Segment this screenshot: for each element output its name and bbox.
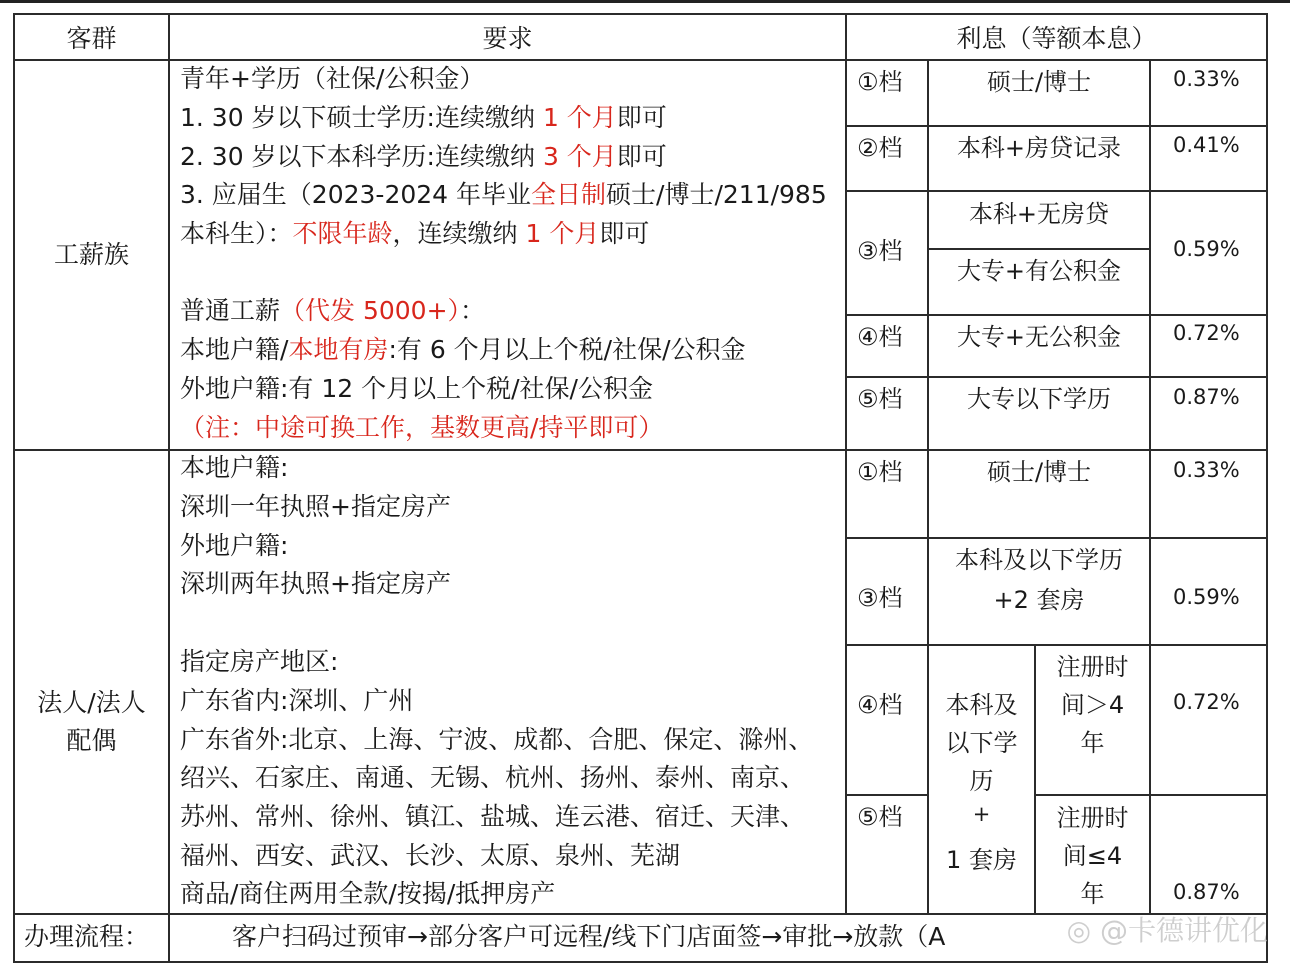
salary-group-label: 工薪族 — [53, 240, 129, 269]
legal-req-line — [180, 488, 451, 526]
header-req-cell — [168, 13, 847, 61]
salary-tier2-rate: 0.41% — [1173, 133, 1240, 157]
salary-tier5-label: ⑤档 — [857, 385, 903, 413]
salary-req-line — [180, 99, 667, 137]
salary-req-highlight-text: （注：中途可换工作，基数更高/持平即可） — [180, 413, 664, 442]
process-label: 办理流程： — [24, 922, 150, 951]
salary-req-highlight-text: 不限年龄 — [292, 219, 393, 248]
salary-req-line — [180, 370, 653, 408]
legal-tier4-reg-1: 注册时 — [1056, 653, 1129, 681]
salary-tier1-label: ①档 — [857, 68, 903, 96]
legal-req-text: 指定房产地区: — [180, 647, 339, 676]
salary-tier4-label: ④档 — [857, 323, 903, 351]
legal-tier4-rate-cell — [1149, 644, 1268, 796]
header-interest-cell — [845, 13, 1268, 61]
legal-merged-cond-5: 1 套房 — [946, 846, 1017, 874]
legal-req-line — [180, 682, 413, 720]
salary-tier4-rate: 0.72% — [1173, 321, 1240, 345]
salary-tier3-cond-b: 大专+有公积金 — [956, 257, 1122, 285]
salary-req-text: 青年+学历（社保/公积金） — [180, 64, 485, 93]
salary-req-text: 普通工薪 — [180, 296, 281, 325]
legal-req-text: 外地户籍: — [180, 531, 289, 560]
legal-req-text: 绍兴、石家庄、南通、无锡、杭州、扬州、泰州、南京、 — [180, 763, 806, 792]
salary-tier2-cond: 本科+房贷记录 — [956, 134, 1122, 162]
salary-tier4-cond: 大专+无公积金 — [956, 323, 1122, 351]
legal-tier5-reg-1: 注册时 — [1056, 804, 1129, 832]
legal-group-label-2: 配偶 — [66, 726, 117, 755]
salary-group-cell — [13, 59, 170, 451]
salary-tier2-label: ②档 — [857, 134, 903, 162]
process-text: 客户扫码过预审→部分客户可远程/线下门店面签→审批→放款（A — [232, 922, 946, 951]
salary-req-text: 2. 30 岁以下本科学历:连续缴纳 — [180, 142, 543, 171]
salary-tier1-cond: 硕士/博士 — [986, 68, 1092, 96]
legal-req-line — [180, 449, 288, 487]
legal-tier4-label: ④档 — [857, 691, 903, 719]
legal-req-text: 本地户籍: — [180, 453, 289, 482]
legal-req-line — [180, 721, 813, 759]
legal-tier5-rate: 0.87% — [1173, 880, 1240, 904]
legal-tier5-reg-3: 年 — [1080, 880, 1105, 908]
legal-req-line — [180, 837, 680, 875]
salary-req-text: 3. 应届生（2023-2024 年毕业 — [180, 180, 532, 209]
salary-tier3-cond-a: 本科+无房贷 — [968, 200, 1110, 228]
header-group-cell — [13, 13, 170, 61]
salary-req-line — [180, 176, 827, 214]
legal-req-line — [180, 565, 451, 603]
salary-req-text: 本地户籍/ — [180, 335, 289, 364]
salary-req-line — [180, 60, 484, 98]
salary-req-line — [180, 138, 667, 176]
legal-group-cell — [13, 449, 170, 915]
legal-req-text: 广东省内:深圳、广州 — [180, 686, 414, 715]
salary-req-text: 硕士/博士/211/985 — [606, 180, 827, 209]
salary-req-line — [180, 292, 485, 330]
legal-req-line — [180, 798, 805, 836]
legal-req-line — [180, 759, 805, 797]
legal-req-text: 深圳一年执照+指定房产 — [180, 492, 451, 521]
legal-tier4-reg-3: 年 — [1080, 729, 1105, 757]
salary-req-highlight-text: （代发 5000+） — [280, 296, 461, 325]
salary-req-text: 1. 30 岁以下硕士学历:连续缴纳 — [180, 103, 543, 132]
header-group-label: 客群 — [66, 24, 117, 53]
legal-tier5-label: ⑤档 — [857, 803, 903, 831]
legal-req-line — [180, 875, 555, 913]
legal-group-label-1: 法人/法人 — [37, 688, 146, 717]
salary-req-highlight-text: 3 个月 — [542, 142, 617, 171]
salary-tier5-rate: 0.87% — [1173, 385, 1240, 409]
legal-tier4-rate: 0.72% — [1173, 690, 1240, 714]
legal-tier1-label: ①档 — [857, 458, 903, 486]
legal-tier1-rate: 0.33% — [1173, 458, 1240, 482]
salary-req-highlight-text: 1 个月 — [542, 103, 617, 132]
legal-tier1-cond: 硕士/博士 — [986, 458, 1092, 486]
salary-req-highlight-text: 本地有房 — [288, 335, 389, 364]
legal-req-text: 苏州、常州、徐州、镇江、盐城、连云港、宿迁、天津、 — [180, 802, 806, 831]
legal-tier3-label: ③档 — [857, 584, 903, 612]
legal-merged-cond-1: 本科及 — [945, 691, 1018, 719]
salary-req-text: 即可 — [616, 103, 667, 132]
legal-req-line — [180, 527, 288, 565]
legal-req-text: 福州、西安、武汉、长沙、太原、泉州、芜湖 — [180, 841, 681, 870]
legal-req-text: 深圳两年执照+指定房产 — [180, 569, 451, 598]
salary-req-text: :有 6 个月以上个税/社保/公积金 — [388, 335, 746, 364]
salary-req-line — [180, 331, 746, 369]
legal-tier3-cond-1: 本科及以下学历 — [955, 546, 1123, 574]
legal-tier3-rate: 0.59% — [1173, 585, 1240, 609]
legal-merged-cond-2: 以下学 — [945, 729, 1018, 757]
top-rule — [0, 0, 1290, 3]
salary-tier3-label: ③档 — [857, 237, 903, 265]
legal-tier5-reg-2: 间≤4 — [1062, 842, 1123, 870]
salary-req-text: 本科生）： — [180, 219, 293, 248]
header-interest-label: 利息（等额本息） — [956, 24, 1157, 53]
legal-merged-cond-3: 历 — [969, 767, 994, 795]
legal-req-line — [180, 643, 338, 681]
salary-req-text: ： — [460, 296, 486, 325]
legal-req-text: 广东省外:北京、上海、宁波、成都、合肥、保定、滁州、 — [180, 725, 814, 754]
salary-req-text: 即可 — [616, 142, 667, 171]
salary-req-line — [180, 215, 649, 253]
legal-tier4-reg-2: 间＞4 — [1060, 691, 1125, 719]
legal-merged-cond-4: + — [972, 802, 991, 826]
header-req-label: 要求 — [482, 24, 533, 53]
salary-req-highlight-text: 1 个月 — [525, 219, 600, 248]
salary-tier5-cond: 大专以下学历 — [967, 385, 1111, 413]
salary-tier1-rate: 0.33% — [1173, 67, 1240, 91]
salary-req-highlight-text: 全日制 — [531, 180, 607, 209]
legal-tier4-row — [845, 644, 929, 796]
salary-req-line — [180, 409, 663, 447]
salary-req-text: 即可 — [599, 219, 650, 248]
legal-tier3-cond-2: +2 套房 — [993, 586, 1085, 614]
watermark: ◎ @卡德讲优化 — [1066, 914, 1268, 947]
salary-tier3-rate: 0.59% — [1173, 237, 1240, 261]
salary-req-text: 外地户籍:有 12 个月以上个税/社保/公积金 — [180, 374, 653, 403]
salary-req-text: ，连续缴纳 — [392, 219, 526, 248]
legal-req-text: 商品/商住两用全款/按揭/抵押房产 — [180, 879, 556, 908]
